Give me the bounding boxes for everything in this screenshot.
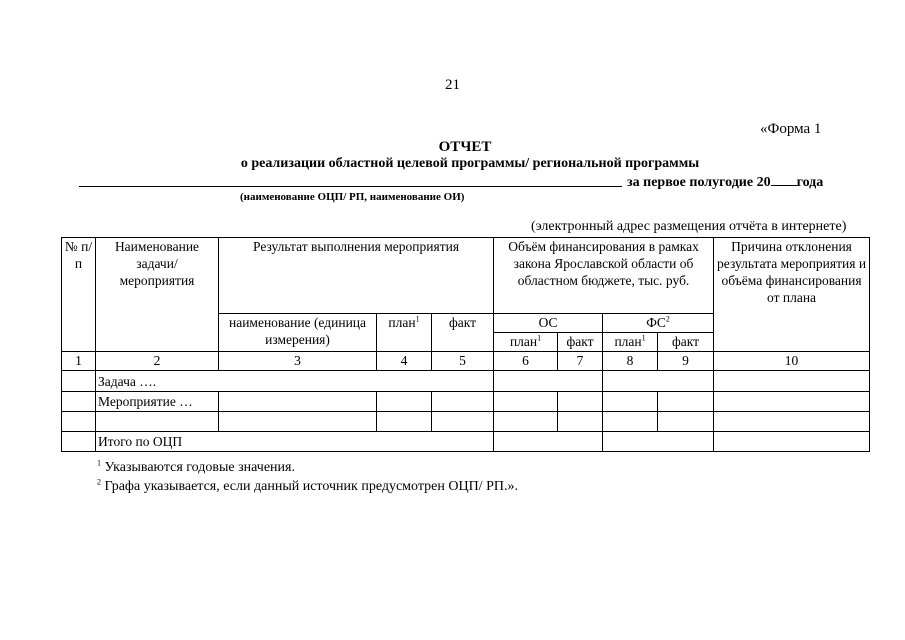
header-os-fact: факт [558,333,603,352]
table-cell [62,392,96,412]
activity-label: Мероприятие … [96,392,219,412]
table-cell [96,412,219,432]
report-subtitle: о реализации областной целевой программы/ региональной программы [240,156,700,171]
column-number: 4 [377,352,432,371]
total-label: Итого по ОЦП [96,432,494,452]
table-cell [658,412,714,432]
footnote-mark: 2 [97,477,101,487]
table-cell [494,432,603,452]
header-financing: Объём финансирования в рамках закона Ярославской области об областном бюджете, тыс. руб. [494,238,714,314]
program-name-caption: (наименование ОЦП/ РП, наименование ОИ) [240,191,465,203]
table-cell [494,412,558,432]
header-fs: $ФС^2$ [603,314,714,333]
task-row [62,371,870,392]
report-table [61,237,870,452]
header-os: ОС [494,314,603,333]
table-cell [603,412,658,432]
column-number: 8 [603,352,658,371]
table-cell [603,371,714,392]
header-result-name: наименование (единица измерения) [219,314,377,352]
column-number: 1 [62,352,96,371]
table-cell [432,412,494,432]
header-num: № п/п [62,238,96,352]
footnote-2 [97,479,518,495]
empty-row [62,412,870,432]
column-number: 7 [558,352,603,371]
column-number-row [62,352,870,371]
table-cell [62,432,96,452]
table-cell [558,412,603,432]
footnote-1 [97,460,295,476]
table-cell [219,392,377,412]
table-cell [62,412,96,432]
header-os-plan: план$^1$ [494,333,558,352]
table-cell [377,412,432,432]
header-reason: Причина отклонения результата мероприятия и объёма финансирования от плана [714,238,870,352]
table-cell [432,392,494,412]
header-result-plan: план$^1$ [377,314,432,352]
table-cell [494,371,603,392]
column-number: 5 [432,352,494,371]
column-number: 6 [494,352,558,371]
header-fs-plan: план$^1$ [603,333,658,352]
program-name-line [79,171,622,187]
total-row [62,432,870,452]
year-blank [771,173,797,186]
task-label: Задача …. [96,371,494,392]
period-suffix: года [796,175,824,190]
page-number: 21 [445,77,460,93]
address-note: (электронный адрес размещения отчёта в интернете) [531,219,847,234]
table-cell [377,392,432,412]
footnote-mark: 1 [415,314,420,324]
table-cell [714,432,870,452]
header-row-1 [62,238,870,314]
table-cell [714,392,870,412]
table-cell [714,412,870,432]
footnote-mark: 2 [665,314,670,324]
table-cell [219,412,377,432]
table-cell [494,392,558,412]
period-text [627,173,823,191]
form-label: «Форма 1 [760,121,822,137]
table-cell [658,392,714,412]
header-result-fact: факт [432,314,494,352]
footnote-mark: 1 [537,333,542,343]
column-number: 3 [219,352,377,371]
period-prefix: за первое полугодие 20 [627,175,771,190]
header-result: Результат выполнения мероприятия [219,238,494,314]
column-number: 2 [96,352,219,371]
header-fs-fact: факт [658,333,714,352]
table-cell [558,392,603,412]
header-task-name: Наименование задачи/ мероприятия [96,238,219,352]
column-number: 10 [714,352,870,371]
footnote-mark: 1 [641,333,646,343]
table-cell [62,371,96,392]
table-cell [714,371,870,392]
footnote-text: Графа указывается, если данный источник предусмотрен ОЦП/ РП.». [101,479,518,494]
footnote-text: Указываются годовые значения. [101,460,295,475]
table-cell [603,392,658,412]
activity-row [62,392,870,412]
column-number: 9 [658,352,714,371]
table-cell [603,432,714,452]
footnote-mark: 1 [97,458,101,468]
report-title: ОТЧЕТ [438,139,492,155]
